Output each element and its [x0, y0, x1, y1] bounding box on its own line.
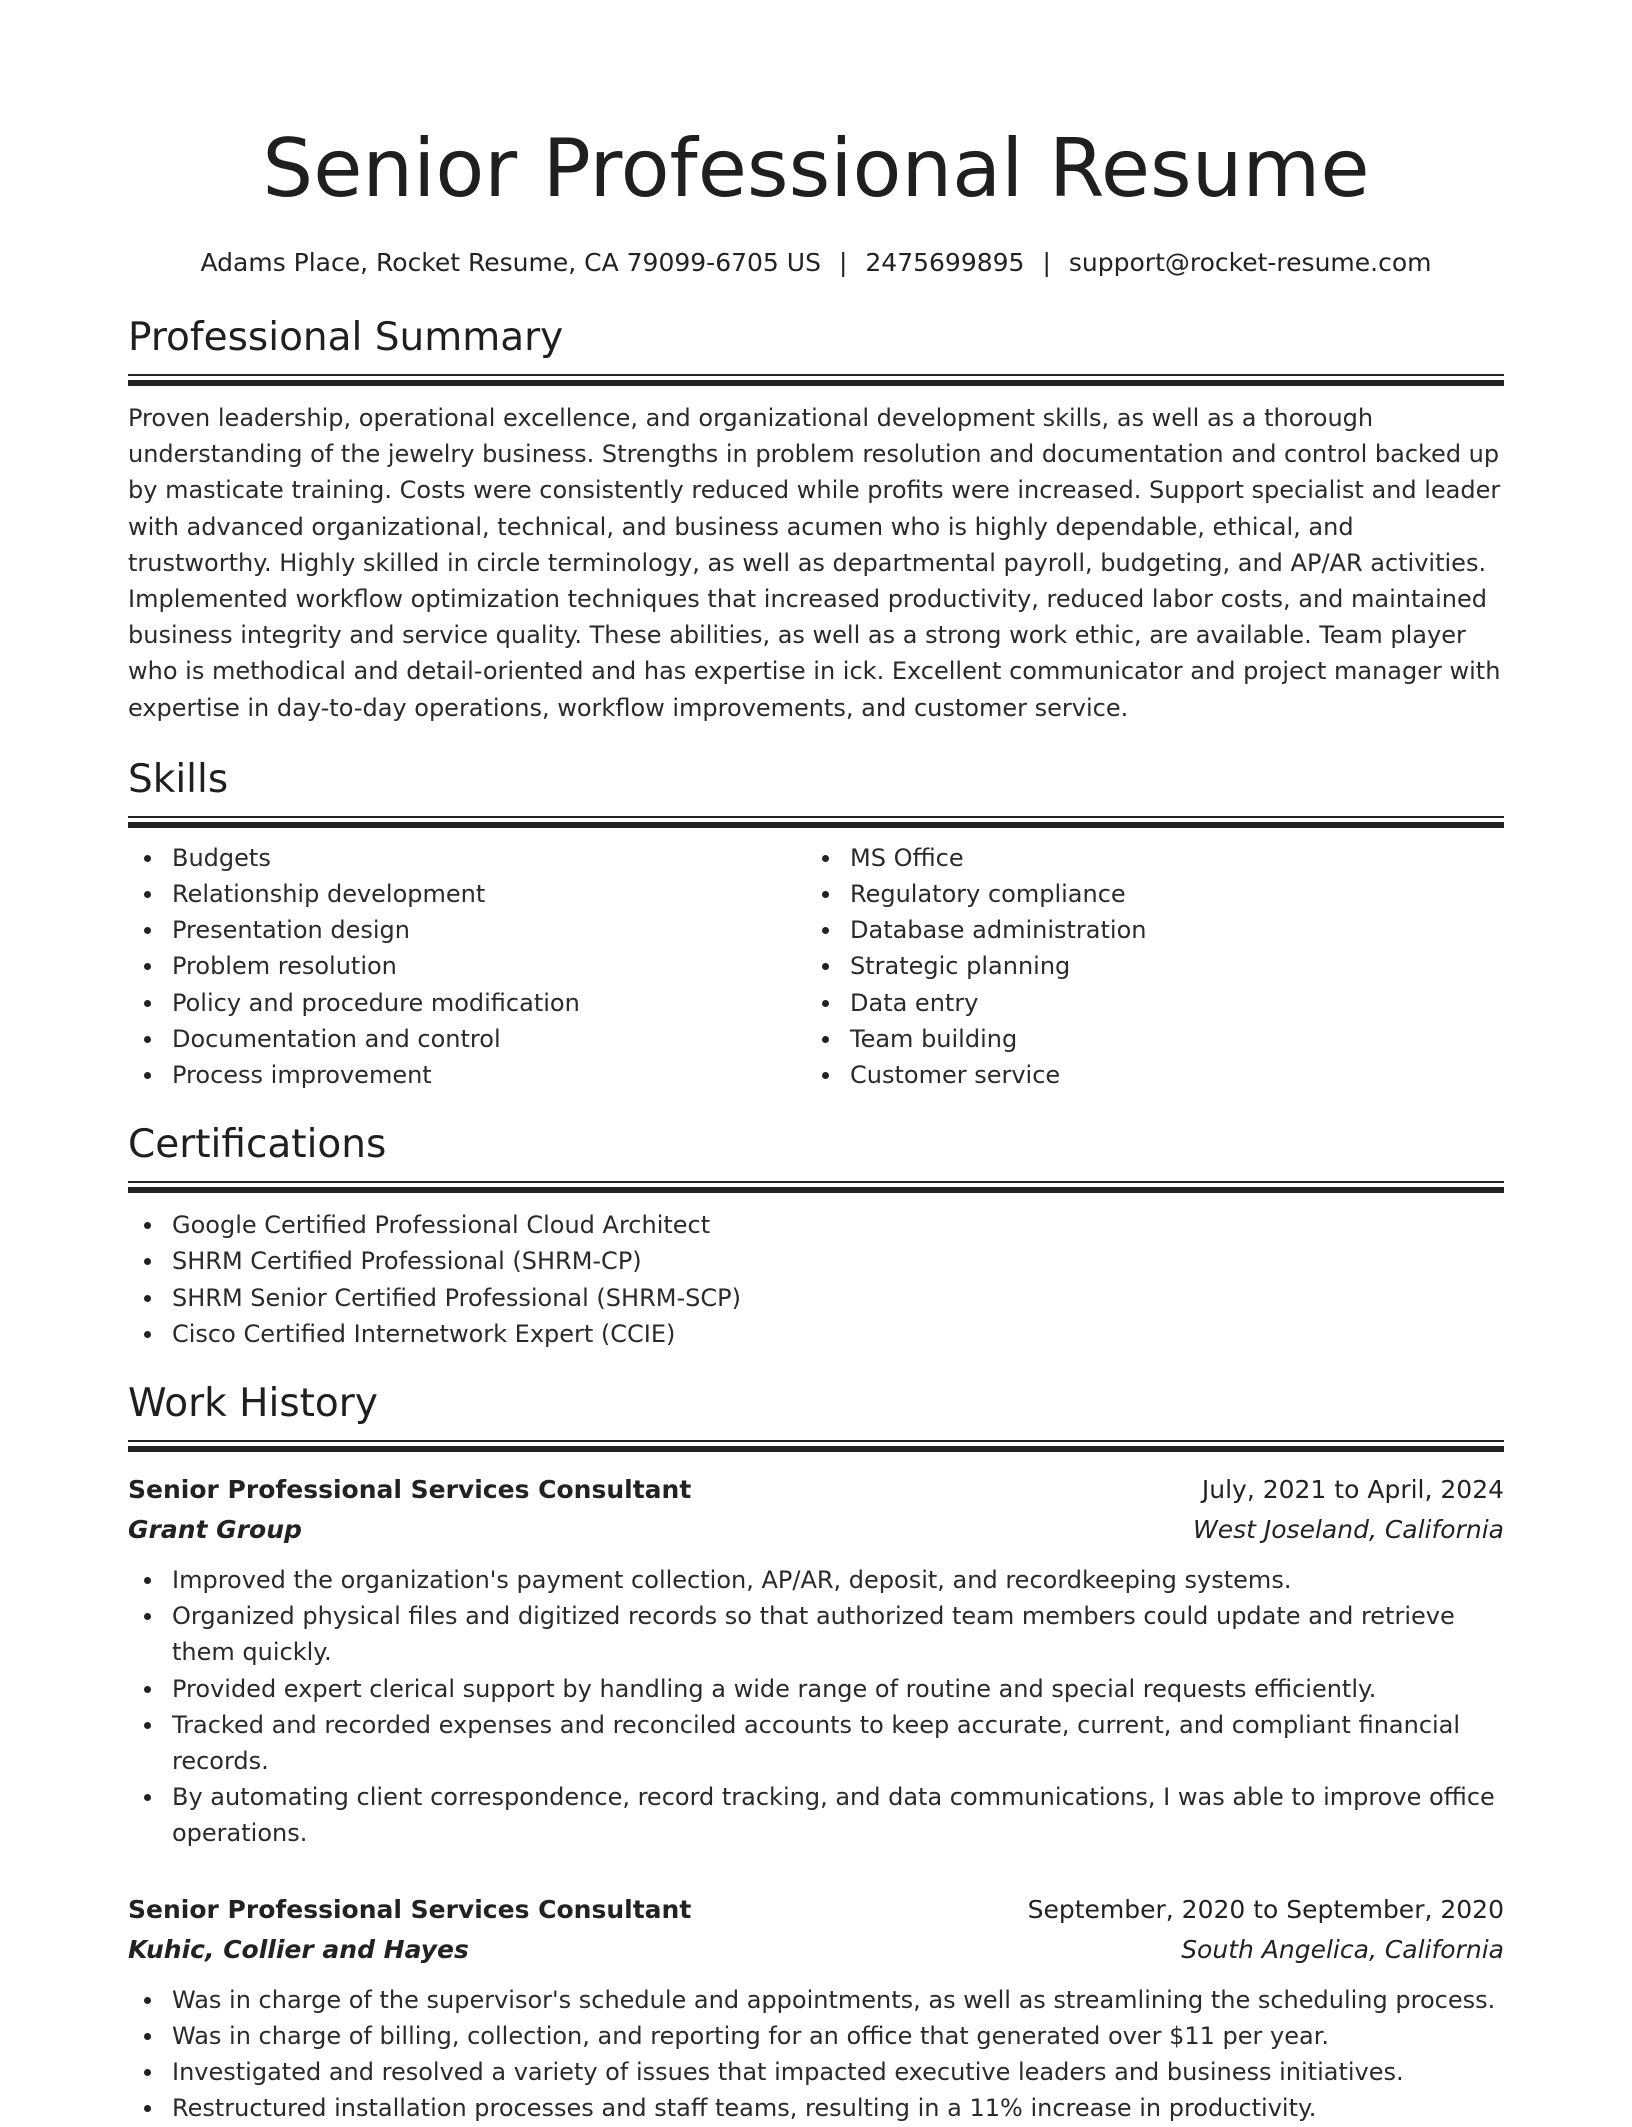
job-title: Senior Professional Services Consultant	[128, 1475, 692, 1505]
job-bullet: Was in charge of the supervisor's schedule and appointments, as well as streamlining the scheduling process.	[128, 1982, 1504, 2018]
job-company: Kuhic, Collier and Hayes	[128, 1934, 469, 1964]
contact-email: support@rocket-resume.com	[1068, 248, 1432, 277]
skills-section	[128, 754, 1504, 1093]
contact-separator: |	[1042, 248, 1051, 277]
summary-heading: Professional Summary	[128, 315, 564, 360]
skill-item: Presentation design	[128, 912, 806, 948]
section-divider	[128, 1181, 1504, 1193]
certifications-heading: Certifications	[128, 1122, 387, 1168]
job-company-row	[128, 1510, 1504, 1550]
contact-separator: |	[838, 248, 848, 277]
job-bullet: By automating client correspondence, record tracking, and data communications, I was able to improve office operations.	[128, 1779, 1504, 1851]
contact-address: Adams Place, Rocket Resume, CA 79099-6705 US	[200, 248, 821, 277]
certification-item: Google Certified Professional Cloud Architect	[128, 1207, 1504, 1243]
section-divider	[128, 374, 1504, 386]
job-location: West Joseland, California	[1193, 1515, 1504, 1545]
job-bullet: Tracked and recorded expenses and reconciled accounts to keep accurate, current, and compliant financial records.	[128, 1707, 1504, 1779]
skill-item: Team building	[806, 1021, 1484, 1057]
summary-section	[128, 312, 1504, 726]
skill-item: MS Office	[806, 840, 1484, 876]
skill-item: Regulatory compliance	[806, 876, 1484, 912]
certification-item: Cisco Certified Internetwork Expert (CCIE)	[128, 1316, 1504, 1352]
resume-title: Senior Professional Resume	[262, 122, 1370, 215]
job-bullet: Organized physical files and digitized records so that authorized team members could update and retrieve them quickly.	[128, 1598, 1504, 1670]
job-entry	[128, 1890, 1504, 2127]
job-bullets	[128, 1562, 1504, 1852]
job-title: Senior Professional Services Consultant	[128, 1894, 692, 1924]
skill-item: Strategic planning	[806, 948, 1484, 984]
job-bullet: Restructured installation processes and staff teams, resulting in a 11% increase in productivity.	[128, 2090, 1504, 2126]
skills-grid	[128, 840, 1504, 1093]
skills-list-left	[128, 840, 806, 1093]
job-bullet: Provided expert clerical support by handling a wide range of routine and special requests efficiently.	[128, 1671, 1504, 1707]
skill-item: Database administration	[806, 912, 1484, 948]
job-dates: July, 2021 to April, 2024	[1201, 1475, 1504, 1505]
skill-item: Relationship development	[128, 876, 806, 912]
skills-heading: Skills	[128, 756, 229, 802]
job-header-row	[128, 1470, 1504, 1510]
skill-item: Data entry	[806, 985, 1484, 1021]
job-bullet: Investigated and resolved a variety of issues that impacted executive leaders and business initiatives.	[128, 2054, 1504, 2090]
certifications-list	[128, 1207, 1504, 1352]
certification-item: SHRM Senior Certified Professional (SHRM-SCP)	[128, 1280, 1504, 1316]
resume-page	[128, 0, 1504, 2127]
work-history-heading: Work History	[128, 1381, 378, 1427]
work-history-section	[128, 1378, 1504, 2126]
contact-line	[128, 246, 1504, 280]
job-bullet: Was in charge of billing, collection, and reporting for an office that generated over $11 per year.	[128, 2018, 1504, 2054]
contact-phone: 2475699895	[865, 248, 1025, 277]
job-dates: September, 2020 to September, 2020	[1027, 1894, 1504, 1924]
skill-item: Problem resolution	[128, 948, 806, 984]
job-location: South Angelica, California	[1181, 1934, 1504, 1964]
skill-item: Budgets	[128, 840, 806, 876]
section-divider	[128, 1440, 1504, 1452]
job-entry	[128, 1470, 1504, 1852]
summary-text: Proven leadership, operational excellence, and organizational development skills, as well as a thorough understanding of the jewelry business. Strengths in problem resolution and documentation and control backed up by masticate training. Costs were consistently reduced while profits were increased. Support specialist and leader with advanced organizational, technical, and business acumen who is highly dependable, ethical, and trustworthy. Highly skilled in circle terminology, as well as departmental payroll, budgeting, and AP/AR activities. Implemented workflow optimization techniques that increased productivity, reduced labor costs, and maintained business integrity and service quality. These abilities, as well as a strong work ethic, are available. Team player who is methodical and detail-oriented and has expertise in ick. Excellent communicator and project manager with expertise in day-to-day operations, workflow improvements, and customer service.	[128, 404, 1501, 722]
job-bullet: Improved the organization's payment collection, AP/AR, deposit, and recordkeeping systems.	[128, 1562, 1504, 1598]
job-company: Grant Group	[128, 1515, 302, 1545]
certifications-section	[128, 1119, 1504, 1352]
skill-item: Process improvement	[128, 1057, 806, 1093]
skill-item: Documentation and control	[128, 1021, 806, 1057]
certification-item: SHRM Certified Professional (SHRM-CP)	[128, 1243, 1504, 1279]
job-company-row	[128, 1930, 1504, 1970]
section-divider	[128, 816, 1504, 828]
job-bullets	[128, 1982, 1504, 2127]
job-header-row	[128, 1890, 1504, 1930]
skills-list-right	[806, 840, 1484, 1093]
skill-item: Policy and procedure modification	[128, 985, 806, 1021]
skill-item: Customer service	[806, 1057, 1484, 1093]
